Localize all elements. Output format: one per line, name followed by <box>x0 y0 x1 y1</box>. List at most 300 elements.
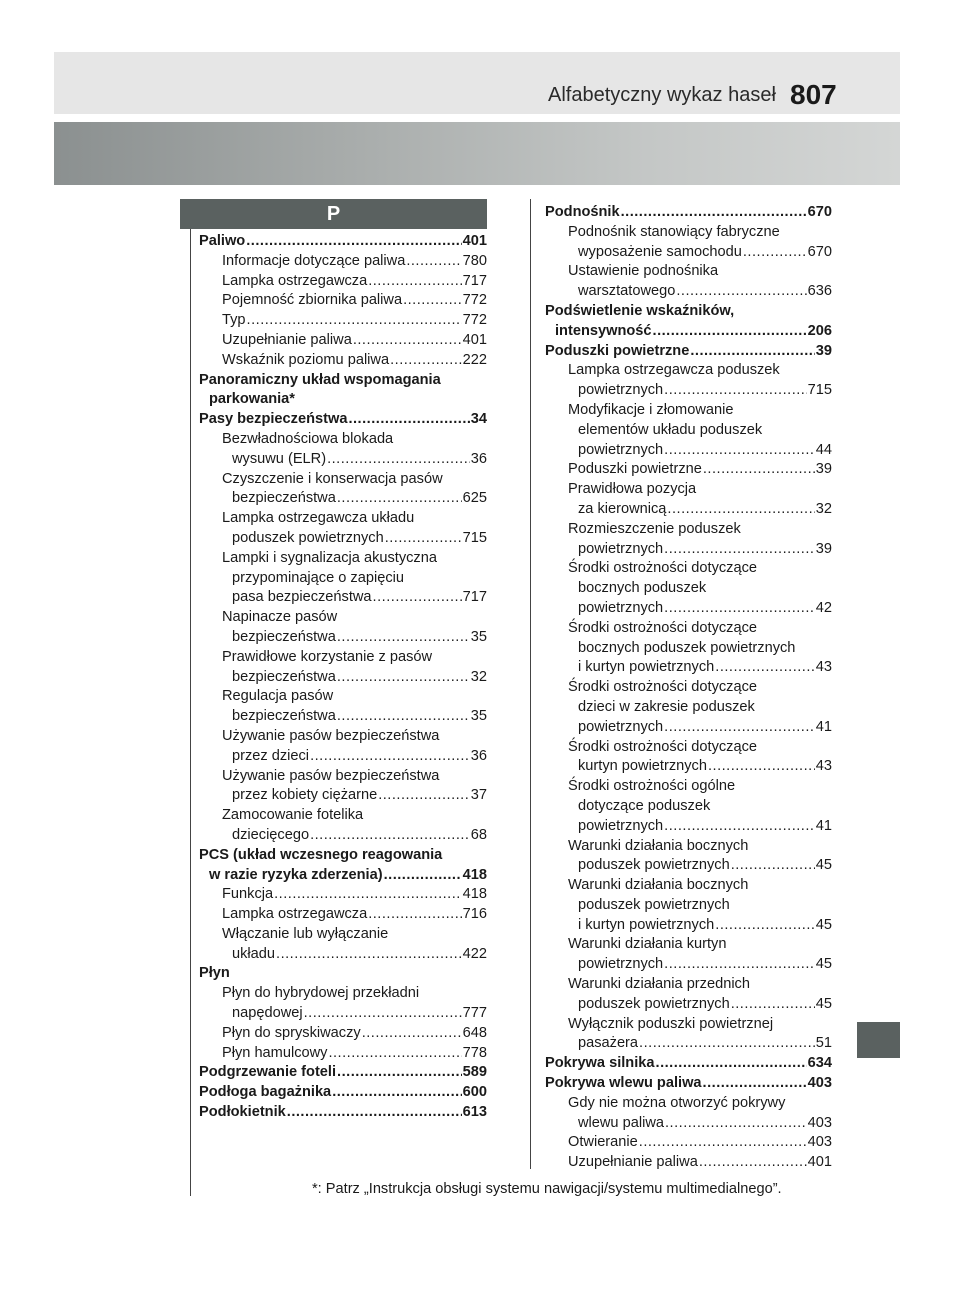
index-entry-line <box>545 1114 832 1134</box>
leader-dots <box>337 489 462 509</box>
entry-text: Lampka ostrzegawcza układu <box>222 510 415 527</box>
leader-dots <box>304 1004 462 1024</box>
index-entry-line <box>199 410 487 430</box>
page-ref: 51 <box>815 1035 832 1052</box>
entry-text: Modyfikacje i złomowanie <box>568 401 734 418</box>
entry-text: dotyczące poduszek <box>578 797 711 814</box>
entry-text: Bezwładnościowa blokada <box>222 430 394 447</box>
entry-text: bezpieczeństwa <box>232 708 336 725</box>
index-entry-line <box>545 817 832 837</box>
index-entry-line <box>545 896 832 916</box>
leader-dots <box>664 599 815 619</box>
index-subentry <box>199 291 487 311</box>
index-entry-line <box>545 619 832 639</box>
leader-dots <box>639 1133 807 1153</box>
page-ref: 39 <box>815 540 832 557</box>
leader-dots <box>664 381 806 401</box>
page-ref: 600 <box>462 1084 487 1101</box>
index-entry-line <box>545 500 832 520</box>
index-subentry <box>545 480 832 520</box>
leader-dots <box>348 410 469 430</box>
index-entry <box>199 1103 487 1123</box>
index-entry-line <box>545 401 832 421</box>
index-entry-line <box>545 480 832 500</box>
entry-text: wlewu paliwa <box>578 1114 664 1131</box>
leader-dots <box>653 322 807 342</box>
index-entry <box>199 964 487 984</box>
index-subentry <box>199 608 487 648</box>
entry-text: powietrznych <box>578 956 664 973</box>
entry-text: pasa bezpieczeństwa <box>232 589 372 606</box>
page-ref: 41 <box>815 718 832 735</box>
index-subentry <box>199 925 487 965</box>
entry-text: parkowania* <box>209 391 295 408</box>
page-ref: 716 <box>462 906 487 923</box>
index-entry <box>545 302 832 342</box>
index-entry-line <box>199 1063 487 1083</box>
index-subentry <box>199 727 487 767</box>
leader-dots <box>287 1103 462 1123</box>
entry-text: bezpieczeństwa <box>232 628 336 645</box>
index-entry-line <box>545 262 832 282</box>
entry-text: Płyn do spryskiwaczy <box>222 1024 361 1041</box>
index-entry <box>545 1074 832 1094</box>
index-entry-line <box>545 243 832 263</box>
leader-dots <box>337 1063 462 1083</box>
leader-dots <box>276 945 462 965</box>
page-ref: 780 <box>462 252 487 269</box>
entry-text: intensywność <box>555 322 652 339</box>
leader-dots <box>337 707 470 727</box>
index-entry-line <box>199 1083 487 1103</box>
index-subentry <box>545 460 832 480</box>
page-ref: 43 <box>815 659 832 676</box>
page-ref: 772 <box>462 292 487 309</box>
index-entry-line <box>545 935 832 955</box>
page-ref: 648 <box>462 1024 487 1041</box>
page-ref: 634 <box>807 1055 832 1072</box>
leader-dots <box>332 1083 461 1103</box>
index-subentry <box>199 885 487 905</box>
entry-text: Regulacja pasów <box>222 688 334 705</box>
leader-dots <box>664 817 815 837</box>
leader-dots <box>406 252 461 272</box>
entry-text: elementów układu poduszek <box>578 421 763 438</box>
page-ref: 422 <box>462 945 487 962</box>
index-entry-line <box>199 569 487 589</box>
page-ref: 717 <box>462 272 487 289</box>
index-entry-line <box>545 559 832 579</box>
entry-text: Lampka ostrzegawcza <box>222 906 368 923</box>
leader-dots <box>703 1074 807 1094</box>
entry-text: Prawidłowa pozycja <box>568 481 697 498</box>
index-subentry <box>545 401 832 460</box>
entry-text: Podłokietnik <box>199 1104 286 1121</box>
index-entry-line <box>199 470 487 490</box>
index-subentry <box>199 470 487 510</box>
entry-text: Wyłącznik poduszki powietrznej <box>568 1015 774 1032</box>
entry-text: powietrznych <box>578 718 664 735</box>
page-ref: 35 <box>470 708 487 725</box>
page-ref: 772 <box>462 312 487 329</box>
leader-dots <box>368 905 461 925</box>
index-subentry <box>545 361 832 401</box>
entry-text: poduszek powietrznych <box>578 857 730 874</box>
index-entry-line <box>545 955 832 975</box>
page-ref: 401 <box>807 1154 832 1171</box>
entry-text: bezpieczeństwa <box>232 668 336 685</box>
header-title: Alfabetyczny wykaz haseł <box>548 84 776 106</box>
page-ref: 45 <box>815 857 832 874</box>
page-ref: 43 <box>815 758 832 775</box>
entry-text: Paliwo <box>199 233 246 249</box>
entry-text: Typ <box>222 312 246 329</box>
index-entry <box>199 1063 487 1083</box>
index-entry-line <box>199 1103 487 1123</box>
page-ref: 35 <box>470 628 487 645</box>
entry-text: Lampka ostrzegawcza <box>222 272 368 289</box>
entry-text: Warunki działania bocznych <box>568 877 749 894</box>
leader-dots <box>362 1024 462 1044</box>
page-ref: 403 <box>807 1114 832 1131</box>
index-subentry <box>545 678 832 737</box>
page-ref: 36 <box>470 450 487 467</box>
page-ref: 778 <box>462 1044 487 1061</box>
entry-text: Środki ostrożności dotyczące <box>568 738 757 755</box>
index-entry-line <box>199 786 487 806</box>
index-entry <box>545 1054 832 1074</box>
entry-text: kurtyn powietrznych <box>578 758 707 775</box>
entry-text: powietrznych <box>578 817 664 834</box>
entry-text: Prawidłowe korzystanie z pasów <box>222 648 433 665</box>
entry-text: poduszek powietrznych <box>578 896 730 913</box>
index-entry-line <box>545 1153 832 1173</box>
page-ref: 401 <box>462 331 487 348</box>
entry-text: dzieci w zakresie poduszek <box>578 698 755 715</box>
index-subentry <box>199 1044 487 1064</box>
index-entry <box>199 410 487 430</box>
index-entry-line <box>545 757 832 777</box>
leader-dots <box>690 342 814 362</box>
index-subentry <box>199 549 487 608</box>
leader-dots <box>665 1114 807 1134</box>
index-subentry <box>545 262 832 302</box>
index-subentry <box>545 223 832 263</box>
page-ref: 45 <box>815 956 832 973</box>
entry-text: Podłoga bagażnika <box>199 1084 332 1101</box>
index-subentry <box>199 430 487 470</box>
entry-text: za kierownicą <box>578 500 667 517</box>
index-entry-line <box>199 806 487 826</box>
index-entry <box>199 1083 487 1103</box>
index-entry-line <box>199 291 487 311</box>
footnote: *: Patrz „Instrukcja obsługi systemu nawigacji/systemu multimedialnego”. <box>312 1181 782 1197</box>
entry-text: Uzupełnianie paliwa <box>222 331 352 348</box>
index-entry-line <box>199 1004 487 1024</box>
section-letter-tab: P <box>180 199 487 229</box>
entry-text: Podświetlenie wskaźników, <box>545 302 735 319</box>
page-ref: 625 <box>462 490 487 507</box>
entry-text: napędowej <box>232 1005 303 1022</box>
index-entry-line <box>199 687 487 707</box>
decorative-gradient-bar <box>54 122 900 185</box>
entry-text: dziecięcego <box>232 826 310 843</box>
leader-dots <box>731 995 815 1015</box>
index-entry-line <box>545 1094 832 1114</box>
entry-text: warsztatowego <box>578 283 676 300</box>
entry-text: Czyszczenie i konserwacja pasów <box>222 470 443 487</box>
page-number: 807 <box>790 79 837 110</box>
entry-text: Warunki działania przednich <box>568 976 750 993</box>
entry-text: poduszek powietrznych <box>578 995 730 1012</box>
index-entry-line <box>199 707 487 727</box>
page-ref: 418 <box>462 886 487 903</box>
entry-text: Środki ostrożności ogólne <box>568 778 736 795</box>
index-entry-line <box>545 361 832 381</box>
entry-text: Podnośnik <box>545 204 620 220</box>
entry-text: Panoramiczny układ wspomagania <box>199 371 441 388</box>
index-entry <box>199 846 487 886</box>
entry-text: Napinacze pasów <box>222 609 338 626</box>
entry-text: w razie ryzyka zderzenia) <box>209 866 383 883</box>
leader-dots <box>310 747 470 767</box>
index-entry-line <box>199 390 487 410</box>
entry-text: Płyn do hybrydowej przekładni <box>222 985 420 1002</box>
index-subentry <box>199 1024 487 1044</box>
index-entry <box>199 232 487 252</box>
index-entry-line <box>199 272 487 292</box>
index-entry-line <box>545 460 832 480</box>
index-entry <box>545 203 832 223</box>
leader-dots <box>664 955 815 975</box>
leader-dots <box>703 460 815 480</box>
entry-text: Płyn <box>199 965 230 982</box>
entry-text: bezpieczeństwa <box>232 490 336 507</box>
leader-dots <box>310 826 470 846</box>
leader-dots <box>731 856 815 876</box>
index-entry-line <box>199 727 487 747</box>
entry-text: bocznych poduszek <box>578 580 707 597</box>
index-entry-line <box>545 995 832 1015</box>
leader-dots <box>664 540 815 560</box>
index-subentry <box>199 984 487 1024</box>
index-entry-line <box>199 232 487 252</box>
page-ref: 670 <box>807 243 832 260</box>
index-entry-line <box>199 489 487 509</box>
entry-text: Zamocowanie fotelika <box>222 807 364 824</box>
page-ref: 45 <box>815 916 832 933</box>
index-entry-line <box>545 678 832 698</box>
page-ref: 715 <box>807 382 832 399</box>
leader-dots <box>639 1034 815 1054</box>
index-entry-line <box>545 520 832 540</box>
index-entry-line <box>545 837 832 857</box>
entry-text: pasażera <box>578 1035 639 1052</box>
entry-text: wyposażenie samochodu <box>578 243 742 260</box>
entry-text: PCS (układ wczesnego reagowania <box>199 846 443 863</box>
index-entry-line <box>199 509 487 529</box>
page-ref: 589 <box>462 1064 487 1081</box>
index-entry-line <box>199 964 487 984</box>
index-column-right <box>545 203 832 1173</box>
index-entry-line <box>545 738 832 758</box>
leader-dots <box>327 450 470 470</box>
page-ref: 670 <box>807 204 832 220</box>
leader-dots <box>337 628 470 648</box>
page-ref: 636 <box>807 283 832 300</box>
column-divider-right <box>530 199 531 1169</box>
index-entry-line <box>199 984 487 1004</box>
page-ref: 45 <box>815 995 832 1012</box>
page-ref: 222 <box>462 351 487 368</box>
entry-text: Podgrzewanie foteli <box>199 1064 337 1081</box>
column-divider-left <box>190 229 191 1196</box>
entry-text: i kurtyn powietrznych <box>578 916 715 933</box>
index-entry-line <box>545 1015 832 1035</box>
entry-text: Włączanie lub wyłączanie <box>222 925 389 942</box>
leader-dots <box>708 757 815 777</box>
index-subentry <box>199 509 487 549</box>
index-entry-line <box>199 608 487 628</box>
index-subentry <box>545 837 832 877</box>
entry-text: powietrznych <box>578 382 664 399</box>
index-subentry <box>545 559 832 618</box>
index-subentry <box>199 767 487 807</box>
index-entry-line <box>199 648 487 668</box>
entry-text: Środki ostrożności dotyczące <box>568 679 757 696</box>
index-entry-line <box>199 628 487 648</box>
index-entry-line <box>545 441 832 461</box>
leader-dots <box>337 668 470 688</box>
entry-text: powietrznych <box>578 599 664 616</box>
index-entry-line <box>545 1133 832 1153</box>
page-ref: 34 <box>470 411 487 428</box>
chapter-side-tab <box>857 1022 900 1058</box>
index-entry-line <box>545 698 832 718</box>
entry-text: Lampka ostrzegawcza poduszek <box>568 362 780 379</box>
leader-dots <box>353 331 462 351</box>
page-ref: 39 <box>815 342 832 359</box>
entry-text: Poduszki powietrzne <box>545 342 690 359</box>
index-subentry <box>199 351 487 371</box>
entry-text: wysuwu (ELR) <box>232 450 327 467</box>
entry-text: Podnośnik stanowiący fabryczne <box>568 223 780 240</box>
page-ref: 39 <box>815 461 832 478</box>
entry-text: Ustawienie podnośnika <box>568 263 719 280</box>
entry-text: Otwieranie <box>568 1134 638 1151</box>
index-subentry <box>545 619 832 678</box>
index-entry-line <box>545 975 832 995</box>
index-subentry <box>199 272 487 292</box>
page-ref: 42 <box>815 599 832 616</box>
index-subentry <box>545 975 832 1015</box>
index-subentry <box>545 876 832 935</box>
index-subentry <box>545 1015 832 1055</box>
index-subentry <box>545 1153 832 1173</box>
index-entry-line <box>545 421 832 441</box>
entry-text: Rozmieszczenie poduszek <box>568 520 741 537</box>
index-entry-line <box>545 916 832 936</box>
index-subentry <box>199 806 487 846</box>
entry-text: układu <box>232 945 276 962</box>
entry-text: Informacje dotyczące paliwa <box>222 252 406 269</box>
entry-text: przez dzieci <box>232 747 310 764</box>
entry-text: Płyn hamulcowy <box>222 1044 328 1061</box>
index-entry-line <box>199 529 487 549</box>
entry-text: Pokrywa wlewu paliwa <box>545 1075 702 1092</box>
entry-text: Środki ostrożności dotyczące <box>568 619 757 636</box>
leader-dots <box>667 500 814 520</box>
index-subentry <box>545 935 832 975</box>
page-ref: 206 <box>807 322 832 339</box>
leader-dots <box>699 1153 807 1173</box>
index-entry-line <box>545 579 832 599</box>
page-ref: 403 <box>807 1075 832 1092</box>
index-entry-line <box>199 450 487 470</box>
leader-dots <box>621 203 807 223</box>
index-entry-line <box>199 846 487 866</box>
index-subentry <box>545 777 832 836</box>
index-entry-line <box>545 302 832 322</box>
page-ref: 401 <box>462 233 487 249</box>
leader-dots <box>656 1054 807 1074</box>
page-ref: 32 <box>470 668 487 685</box>
index-entry-line <box>545 797 832 817</box>
index-entry-line <box>545 599 832 619</box>
leader-dots <box>247 311 462 331</box>
leader-dots <box>664 441 815 461</box>
entry-text: Pojemność zbiornika paliwa <box>222 292 403 309</box>
index-column-left <box>199 232 487 1123</box>
index-entry-line <box>545 282 832 302</box>
index-entry-line <box>199 826 487 846</box>
index-entry-line <box>545 1054 832 1074</box>
page-ref: 613 <box>462 1104 487 1121</box>
index-entry-line <box>545 1034 832 1054</box>
leader-dots <box>390 351 462 371</box>
entry-text: Pokrywa silnika <box>545 1055 655 1072</box>
entry-text: powietrznych <box>578 441 664 458</box>
entry-text: przez kobiety ciężarne <box>232 787 378 804</box>
entry-text: Środki ostrożności dotyczące <box>568 560 757 577</box>
index-entry-line <box>199 1024 487 1044</box>
index-entry-line <box>199 905 487 925</box>
entry-text: Funkcja <box>222 886 274 903</box>
leader-dots <box>664 718 815 738</box>
index-entry-line <box>199 331 487 351</box>
leader-dots <box>403 291 462 311</box>
entry-text: powietrznych <box>578 540 664 557</box>
index-entry <box>199 371 487 411</box>
page-ref: 44 <box>815 441 832 458</box>
index-subentry <box>199 252 487 272</box>
index-subentry <box>199 687 487 727</box>
page-ref: 715 <box>462 529 487 546</box>
index-entry-line <box>545 322 832 342</box>
index-entry <box>545 342 832 362</box>
index-entry-line <box>199 945 487 965</box>
leader-dots <box>743 243 807 263</box>
leader-dots <box>715 916 815 936</box>
page-ref: 777 <box>462 1005 487 1022</box>
entry-text: bocznych poduszek powietrznych <box>578 639 796 656</box>
index-entry-line <box>199 430 487 450</box>
page-ref: 37 <box>470 787 487 804</box>
index-subentry <box>545 520 832 560</box>
index-entry-line <box>545 223 832 243</box>
index-entry-line <box>199 925 487 945</box>
page-ref: 418 <box>462 866 487 883</box>
